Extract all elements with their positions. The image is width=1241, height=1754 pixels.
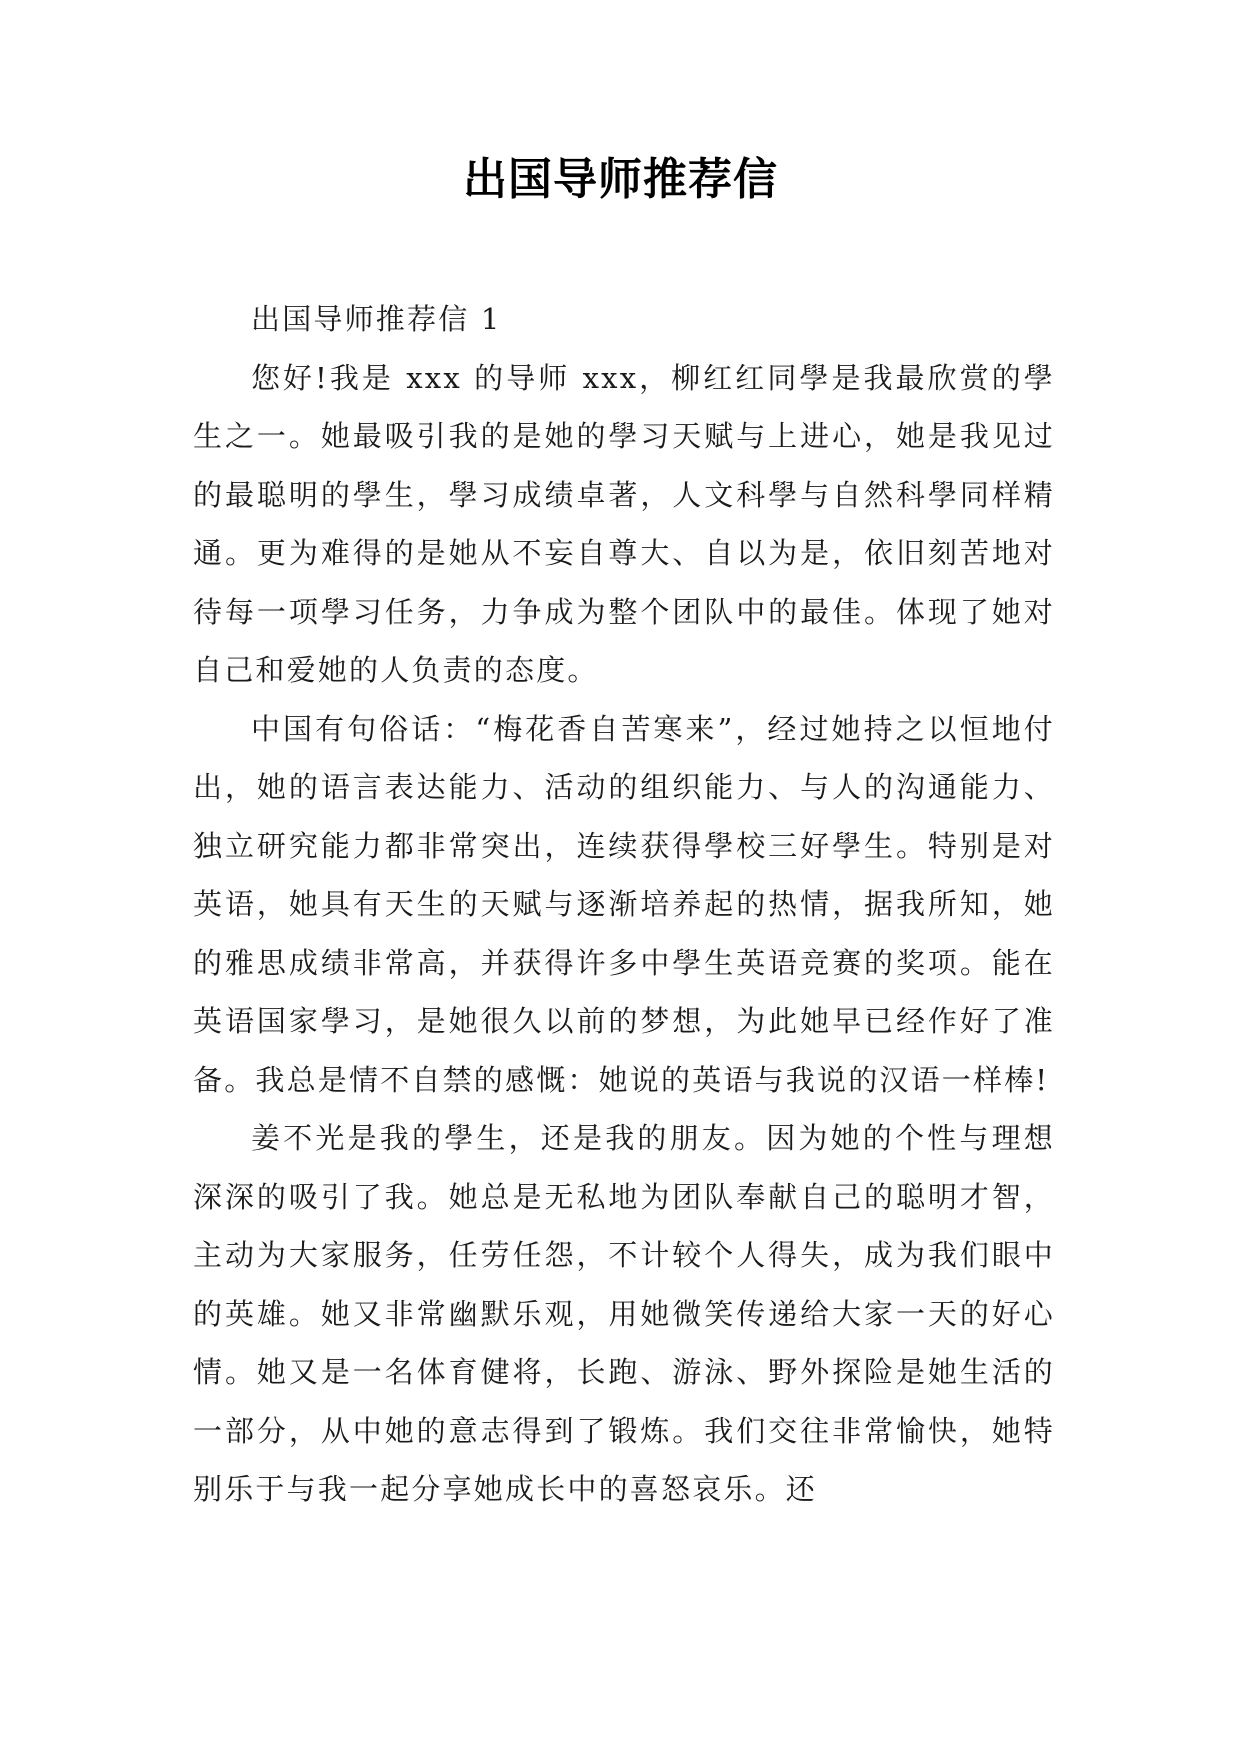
paragraph: 姜不光是我的學生，还是我的朋友。因为她的个性与理想深深的吸引了我。她总是无私地为团队奉献自己的聪明才智，主动为大家服务，任劳任怨，不计较个人得失，成为我们眼中的英雄。她又非常幽默乐观，用她微笑传递给大家一天的好心情。她又是一名体育健将，长跑、游泳、野外探险是她生活的一部分，从中她的意志得到了锻炼。我们交往非常愉快，她特别乐于与我一起分享她成长中的喜怒哀乐。还 [193,1121,1055,1506]
document-body [193,290,1055,1519]
paragraph: 您好!我是 xxx 的导师 xxx，柳红红同學是我最欣赏的學生之一。她最吸引我的是她的學习天赋与上进心，她是我见过的最聪明的學生，學习成绩卓著，人文科學与自然科學同样精通。更为难得的是她从不妄自尊大、自以为是，依旧刻苦地对待每一项學习任务，力争成为整个团队中的最佳。体现了她对自己和爱她的人负责的态度。 [193,360,1055,687]
document-title: 出国导师推荐信 [463,154,778,205]
paragraph-heading: 出国导师推荐信 1 [251,302,502,336]
paragraph: 中国有句俗话：“梅花香自苦寒来”，经过她持之以恒地付出，她的语言表达能力、活动的组织能力、与人的沟通能力、独立研究能力都非常突出，连续获得學校三好學生。特别是对英语，她具有天生的天赋与逐渐培养起的热情，据我所知，她的雅思成绩非常高，并获得许多中學生英语竞赛的奖项。能在英语国家學习，是她很久以前的梦想，为此她早已经作好了准备。我总是情不自禁的感慨：她说的英语与我说的汉语一样棒! [193,711,1055,1097]
